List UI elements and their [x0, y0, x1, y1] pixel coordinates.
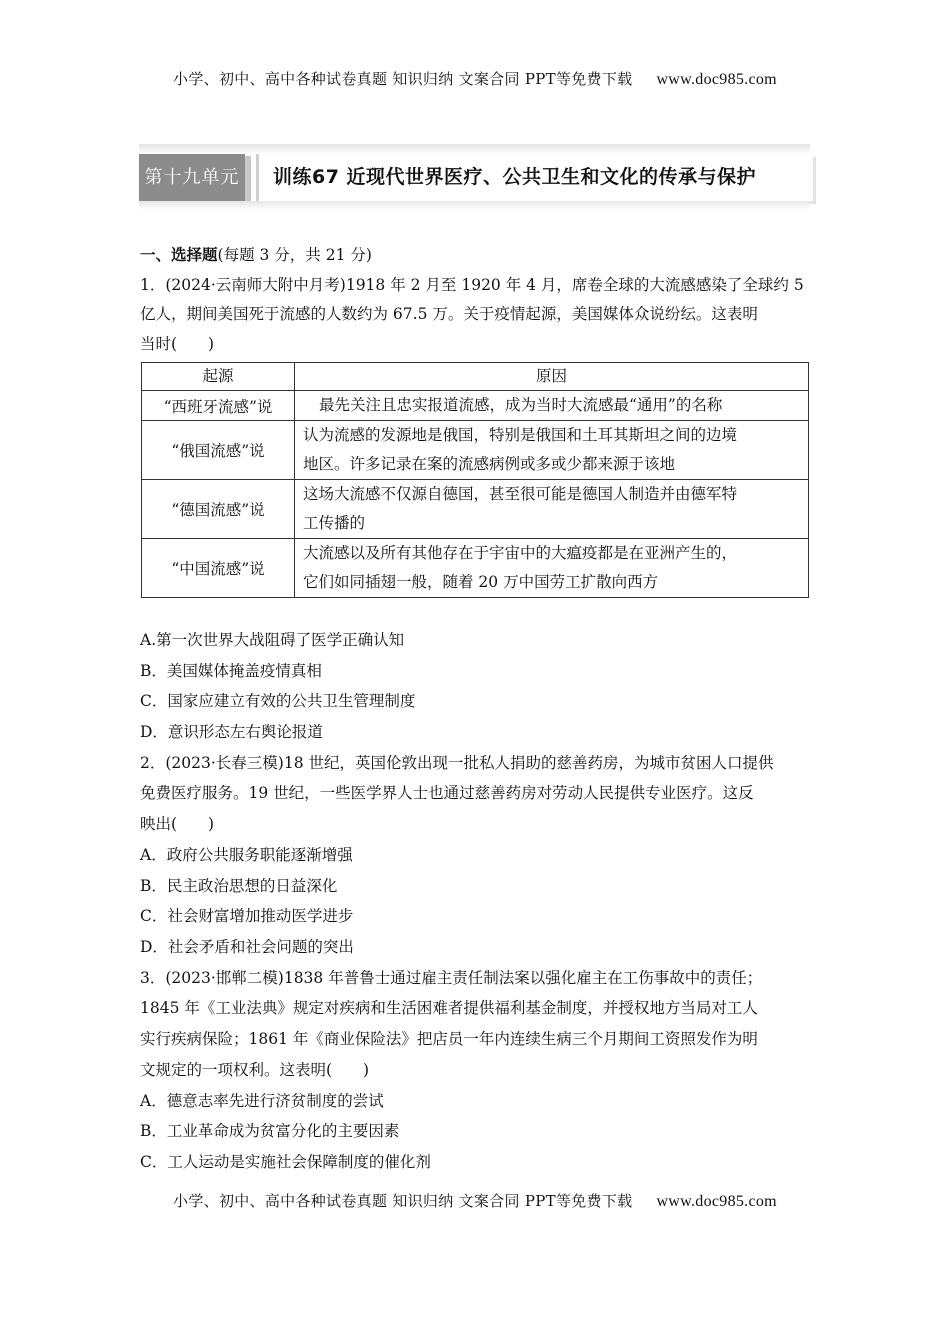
q1-option-a[interactable]: A.第一次世界大战阻碍了医学正确认知: [140, 631, 405, 649]
page-header: [0, 68, 950, 89]
q2-stem-line: 映出( ): [140, 815, 215, 833]
q2-option-a[interactable]: A．政府公共服务职能逐渐增强: [140, 846, 353, 864]
cell-reason: 认为流感的发源地是俄国，特别是俄国和土耳其斯坦之间的边境 地区。许多记录在案的流感病例或多或少都来源于该地: [295, 421, 809, 480]
table-row: [142, 480, 809, 539]
page-footer: [0, 1190, 950, 1211]
section-title: 一、选择题(每题 3 分，共 21 分): [140, 246, 372, 264]
q1-table: [141, 362, 809, 598]
cell-reason: 大流感以及所有其他存在于宇宙中的大瘟疫都是在亚洲产生的， 它们如同插翅一般，随着 20 万中国劳工扩散向西方: [295, 539, 809, 598]
q1-option-b[interactable]: B．美国媒体掩盖疫情真相: [140, 662, 322, 680]
cell-origin: “西班牙流感”说: [142, 391, 295, 421]
q3-stem-line: 文规定的一项权利。这表明( ): [140, 1061, 370, 1079]
q2-stem-line: 免费医疗服务。19 世纪，一些医学界人士也通过慈善药房对劳动人民提供专业医疗。这反: [140, 784, 754, 802]
q1-option-c[interactable]: C．国家应建立有效的公共卫生管理制度: [140, 692, 416, 710]
cell-reason: 这场大流感不仅源自德国，甚至很可能是德国人制造并由德军特 工传播的: [295, 480, 809, 539]
footer-site[interactable]: www.doc985.com: [656, 1193, 777, 1210]
q2-option-c[interactable]: C．社会财富增加推动医学进步: [140, 907, 354, 925]
unit-label: 第十九单元: [139, 154, 245, 201]
q2-stem-line: 2．(2023·长春三模)18 世纪，英国伦敦出现一批私人捐助的慈善药房，为城市贫困人口提供: [140, 754, 774, 772]
table-row: [142, 391, 809, 421]
header-reason: 原因: [295, 363, 809, 391]
q1-option-d[interactable]: D．意识形态左右舆论报道: [140, 723, 323, 741]
cell-origin: “德国流感”说: [142, 480, 295, 539]
footer-text: 小学、初中、高中各种试卷真题 知识归纳 文案合同 PPT等免费下载: [173, 1192, 633, 1210]
q3-option-c[interactable]: C．工人运动是实施社会保障制度的催化剂: [140, 1153, 431, 1171]
header-site[interactable]: www.doc985.com: [656, 71, 777, 88]
q3-stem-line: 实行疾病保险；1861 年《商业保险法》把店员一年内连续生病三个月期间工资照发作为明: [140, 1030, 758, 1048]
header-origin: 起源: [142, 363, 295, 391]
cell-origin: “中国流感”说: [142, 539, 295, 598]
q2-option-d[interactable]: D．社会矛盾和社会问题的突出: [140, 938, 354, 956]
page-title: 训练67 近现代世界医疗、公共卫生和文化的传承与保护: [273, 166, 757, 188]
cell-reason: 最先关注且忠实报道流感，成为当时大流感最“通用”的名称: [295, 391, 809, 421]
title-box: [256, 154, 813, 201]
table-header-row: [142, 363, 809, 391]
header-text: 小学、初中、高中各种试卷真题 知识归纳 文案合同 PPT等免费下载: [173, 70, 633, 88]
q1-stem-line: 亿人，期间美国死于流感的人数约为 67.5 万。关于疫情起源，美国媒体众说纷纭。这表明: [140, 305, 758, 323]
cell-origin: “俄国流感”说: [142, 421, 295, 480]
q3-option-b[interactable]: B．工业革命成为贫富分化的主要因素: [140, 1122, 400, 1140]
q3-stem-line: 1845 年《工业法典》规定对疾病和生活困难者提供福利基金制度，并授权地方当局对工人: [140, 999, 758, 1017]
table-row: [142, 539, 809, 598]
q1-stem-line: 1．(2024·云南师大附中月考)1918 年 2 月至 1920 年 4 月，席卷全球的大流感感染了全球约 5: [140, 276, 804, 294]
q2-option-b[interactable]: B．民主政治思想的日益深化: [140, 877, 338, 895]
q3-option-a[interactable]: A．德意志率先进行济贫制度的尝试: [140, 1092, 384, 1110]
table-row: [142, 421, 809, 480]
unit-banner: [139, 144, 810, 212]
q1-stem-line: 当时( ): [140, 335, 215, 353]
q3-stem-line: 3．(2023·邯郸二模)1838 年普鲁士通过雇主责任制法案以强化雇主在工伤事故中的责任；: [140, 969, 763, 987]
